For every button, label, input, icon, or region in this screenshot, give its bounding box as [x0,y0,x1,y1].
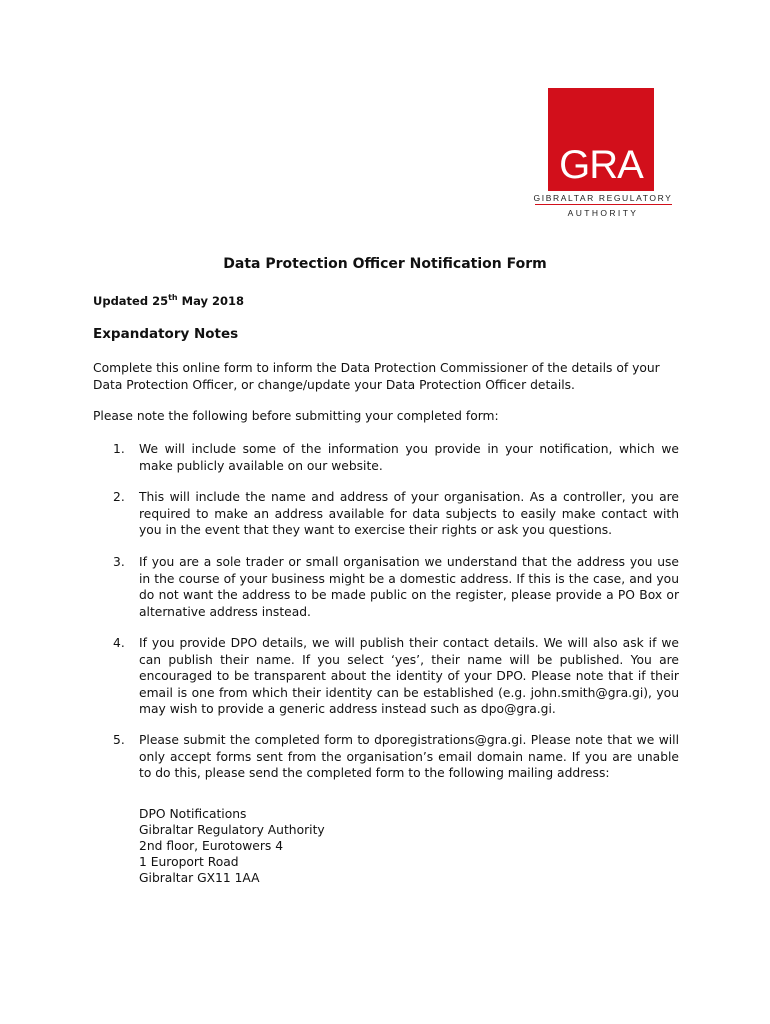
updated-suffix: May 2018 [177,293,245,308]
logo-divider [535,204,672,205]
note-paragraph: Please note the following before submitting your completed form: [93,409,499,423]
address-line: 2nd floor, Eurotowers 4 [139,839,284,853]
logo-mark: GRA [559,143,643,187]
address-line: Gibraltar GX11 1AA [139,871,260,885]
list-number: 2. [113,490,125,504]
logo-line-2: AUTHORITY [567,208,639,218]
address-line: Gibraltar Regulatory Authority [139,823,325,837]
gra-logo [548,88,654,191]
updated-prefix: Updated 25 [93,293,169,308]
intro-paragraph: Complete this online form to inform the Data Protection Commissioner of the details of your Data Protection Officer, or change/update your Data Protection Officer details. [93,361,660,392]
list-number: 5. [113,733,125,747]
list-text: This will include the name and address of your organisation. As a controller, you are required to make an address available for data subjects to easily make contact with you in the event that they want to exercise their rights or ask you questions. [139,490,679,537]
updated-date [93,293,244,308]
list-text: Please submit the completed form to dporegistrations@gra.gi. Please note that we will only accept forms sent from the organisation’s email domain name. If you are unable to do this, please send the completed form to the following mailing address: [139,733,679,780]
address-line: 1 Europort Road [139,855,239,869]
list-number: 1. [113,442,125,456]
list-number: 4. [113,636,125,650]
logo-line-1: GIBRALTAR REGULATORY [533,193,673,203]
list-text: If you provide DPO details, we will publish their contact details. We will also ask if we can publish their name. If you select ‘yes’, their name will be published. You are encouraged to be transparent about the identity of your DPO. Please note that if their email is one from which their identity can be established (e.g. john.smith@gra.gi), you may wish to provide a generic address instead such as dpo@gra.gi. [139,636,679,716]
address-line: DPO Notifications [139,807,247,821]
section-heading: Expandatory Notes [93,326,239,342]
updated-sup: th [168,293,178,302]
mailing-address [139,806,325,886]
list-number: 3. [113,555,125,569]
list-text: If you are a sole trader or small organisation we understand that the address you use in the course of your business might be a domestic address. If this is the case, and you do not want the address to be made public on the register, please provide a PO Box or alternative address instead. [139,555,679,619]
list-text: We will include some of the information you provide in your notification, which we make publicly available on our website. [139,442,679,473]
page-title: Data Protection Officer Notification Form [223,256,547,272]
